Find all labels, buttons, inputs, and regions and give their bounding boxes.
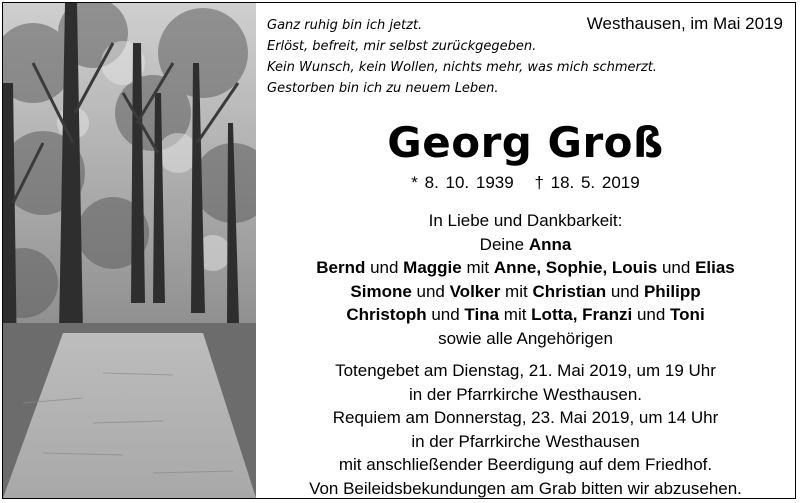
mourner-name: Anna — [528, 234, 572, 254]
text: und — [426, 305, 465, 324]
text: und — [632, 305, 671, 324]
mourner-name: Volker — [449, 281, 501, 301]
birth-date: * 8. 10. 1939 — [411, 173, 514, 192]
mourner-line — [256, 303, 795, 327]
mourners-list — [256, 209, 795, 350]
text: mit — [461, 258, 494, 277]
text: und — [657, 258, 696, 277]
service-line: in der Pfarrkirche Westhausen — [411, 431, 640, 451]
mourner-name: Tina — [464, 305, 500, 324]
mourner-name: Lotta, Franzi — [531, 305, 633, 324]
mourner-name: Christoph — [346, 305, 427, 324]
obituary-notice — [2, 2, 796, 499]
relatives-line: sowie alle Angehörigen — [438, 328, 613, 348]
service-line: Requiem am Donnerstag, 23. Mai 2019, um 14 Uhr — [332, 408, 719, 427]
service-line: Von Beileidsbekundungen am Grab bitten wir abzusehen. — [309, 478, 742, 498]
text: und — [411, 281, 450, 301]
text: und — [365, 258, 404, 277]
mourner-name: Elias — [695, 258, 735, 277]
poem-line: Ganz ruhig bin ich jetzt. — [267, 18, 423, 33]
poem — [267, 15, 657, 99]
text: Deine — [479, 234, 529, 254]
life-dates — [256, 173, 795, 193]
mourner-name: Toni — [670, 305, 705, 324]
forest-path-photo — [3, 3, 256, 498]
service-line: in der Pfarrkirche Westhausen. — [408, 384, 643, 404]
service-line: Totengebet am Dienstag, 21. Mai 2019, um 19 Uhr — [335, 361, 716, 380]
place-date: Westhausen, im Mai 2019 — [586, 14, 783, 33]
service-line: mit anschließender Beerdigung auf dem Friedhof. — [338, 455, 713, 474]
text: mit — [500, 281, 533, 301]
mourner-name: Philipp — [643, 281, 701, 301]
mourner-line — [256, 280, 795, 304]
mourner-name: Christian — [532, 281, 607, 301]
death-date: † 18. 5. 2019 — [534, 173, 640, 192]
mourner-name: Anne, Sophie, Louis — [493, 258, 658, 277]
mourner-name: Simone — [350, 281, 412, 301]
poem-line: Erlöst, befreit, mir selbst zurückgegeben. — [267, 39, 537, 54]
mourner-line — [256, 256, 795, 280]
mourner-name: Bernd — [316, 258, 366, 277]
deceased-name: Georg Groß — [387, 118, 664, 167]
poem-line: Kein Wunsch, kein Wollen, nichts mehr, was mich schmerzt. — [267, 60, 657, 75]
intro-line: In Liebe und Dankbarkeit: — [428, 211, 623, 230]
text: und — [606, 281, 644, 301]
service-details — [256, 359, 795, 500]
poem-line: Gestorben bin ich zu neuem Leben. — [267, 81, 499, 96]
mourner-name: Maggie — [403, 258, 462, 277]
text: mit — [499, 305, 532, 324]
mourner-line — [256, 233, 795, 257]
